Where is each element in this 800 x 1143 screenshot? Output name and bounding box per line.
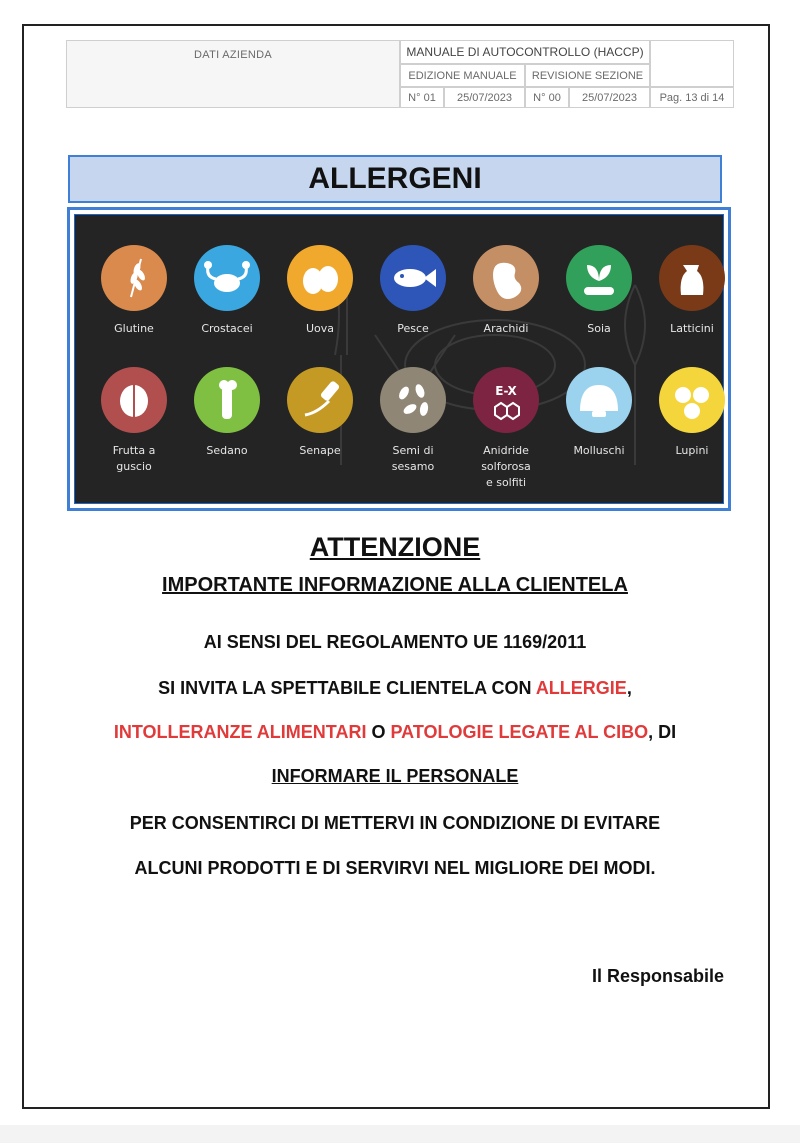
allergen-item — [274, 245, 366, 337]
eggs-icon — [287, 245, 353, 311]
allergen-label: Anidride solforosa e solfiti — [481, 444, 531, 489]
edition-number-cell: N° 01 — [400, 87, 444, 108]
walnut-icon — [101, 367, 167, 433]
di-text: , DI — [648, 722, 677, 742]
edition-label-cell: EDIZIONE MANUALE — [400, 64, 525, 87]
pathologies-highlight: PATOLOGIE LEGATE AL CIBO — [390, 722, 649, 742]
allergen-item — [646, 245, 738, 337]
allergen-item — [367, 245, 459, 337]
allergen-item — [460, 367, 552, 491]
allow-line: PER CONSENTIRCI DI METTERVI IN CONDIZIONE DI EVITARE — [129, 813, 661, 833]
allergen-item — [553, 367, 645, 459]
inform-staff-text: INFORMARE IL PERSONALE — [271, 766, 519, 786]
revision-date-cell: 25/07/2023 — [569, 87, 650, 108]
invite-text: SI INVITA LA SPETTABILE CLIENTELA CON — [158, 678, 536, 698]
attention-title: ATTENZIONE — [309, 532, 481, 562]
allergen-item — [553, 245, 645, 337]
document-header-table — [66, 40, 734, 108]
allergen-item — [181, 367, 273, 459]
allergen-item — [88, 367, 180, 475]
company-data-cell: DATI AZIENDA — [66, 40, 400, 108]
fish-icon — [380, 245, 446, 311]
allergen-label: Crostacei — [201, 322, 253, 335]
intolerances-highlight: INTOLLERANZE ALIMENTARI — [113, 722, 367, 742]
lupin-icon — [659, 367, 725, 433]
svg-text:E-X: E-X — [495, 384, 517, 398]
crab-icon — [194, 245, 260, 311]
allergen-label: Arachidi — [483, 322, 529, 335]
regulation-line: AI SENSI DEL REGOLAMENTO UE 1169/2011 — [203, 632, 587, 652]
peanut-icon — [473, 245, 539, 311]
allergen-item — [274, 367, 366, 459]
revision-number-cell: N° 00 — [525, 87, 569, 108]
manual-title-cell: MANUALE DI AUTOCONTROLLO (HACCP) — [400, 40, 650, 64]
celery-icon — [194, 367, 260, 433]
allergen-item — [181, 245, 273, 337]
attention-subtitle: IMPORTANTE INFORMAZIONE ALLA CLIENTELA — [162, 574, 628, 596]
or-text: O — [366, 722, 391, 742]
allergen-label: Latticini — [670, 322, 714, 335]
allergen-item — [646, 367, 738, 459]
intolerance-line — [0, 722, 790, 743]
allergen-label: Glutine — [114, 322, 154, 335]
allergens-board — [74, 214, 724, 504]
allergens-title: ALLERGENI — [68, 155, 722, 203]
inform-staff-line — [0, 766, 790, 787]
allergen-label: Senape — [299, 444, 341, 457]
invite-comma: , — [626, 678, 632, 698]
allergen-label: Pesce — [397, 322, 429, 335]
signature: Il Responsabile — [591, 966, 724, 986]
mustard-icon — [287, 367, 353, 433]
revision-label-cell: REVISIONE SEZIONE — [525, 64, 650, 87]
allergen-label: Sedano — [206, 444, 248, 457]
invite-line — [0, 678, 790, 699]
shell-icon — [566, 367, 632, 433]
edition-date-cell: 25/07/2023 — [444, 87, 525, 108]
allergen-label: Lupini — [675, 444, 709, 457]
allergen-label: Soia — [587, 322, 611, 335]
allergen-label: Semi di sesamo — [391, 444, 435, 473]
page-number-cell: Pag. 13 di 14 — [650, 87, 734, 108]
allergen-item — [367, 367, 459, 475]
serve-line: ALCUNI PRODOTTI E DI SERVIRVI NEL MIGLIORE DEI MODI. — [134, 858, 656, 878]
allergies-highlight: ALLERGIE — [535, 678, 627, 698]
allergens-panel — [67, 207, 731, 511]
sulfite-molecule-icon — [473, 367, 539, 433]
allergen-item — [88, 245, 180, 337]
allergen-label: Molluschi — [573, 444, 625, 457]
sesame-icon — [380, 367, 446, 433]
bottom-strip — [0, 1125, 800, 1143]
allergen-label: Frutta a guscio — [112, 444, 156, 473]
logo-cell — [650, 40, 734, 87]
allergen-item — [460, 245, 552, 337]
wheat-icon — [101, 245, 167, 311]
milk-jug-icon — [659, 245, 725, 311]
soy-icon — [566, 245, 632, 311]
allergen-label: Uova — [305, 322, 335, 335]
